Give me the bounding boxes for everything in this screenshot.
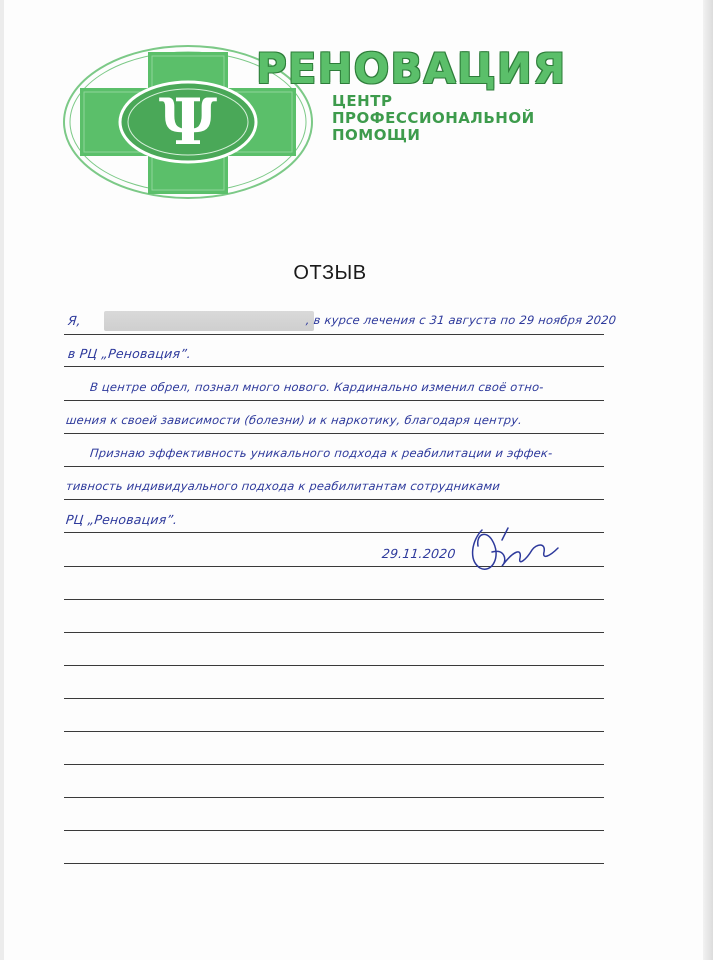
ruled-line — [64, 366, 604, 367]
ruled-line — [64, 433, 604, 434]
ruled-line — [64, 334, 604, 335]
handwriting-date: 29.11.2020 — [381, 546, 457, 561]
signature — [462, 520, 562, 580]
handwriting-line-1-end: , в курсе лечения с 31 августа по 29 ноября 2020 — [305, 313, 617, 327]
ruled-line — [64, 698, 604, 699]
handwriting-line-4: шения к своей зависимости (болезни) и к наркотику, благодаря центру. — [65, 413, 523, 427]
page-edge-right — [703, 0, 713, 960]
ruled-line — [64, 797, 604, 798]
ruled-line — [64, 830, 604, 831]
renovatsiya-logo — [60, 40, 580, 205]
page-title: ОТЗЫВ — [293, 262, 367, 284]
handwriting-line-2: в РЦ „Реновация”. — [67, 346, 192, 361]
redacted-name — [104, 311, 314, 331]
handwriting-line-7: РЦ „Реновация”. — [65, 512, 179, 527]
handwriting-line-5: Признаю эффективность уникального подхода к реабилитации и эффек- — [89, 446, 554, 460]
handwriting-line-3: В центре обрел, познал много нового. Кардинально изменил своё отно- — [89, 380, 545, 394]
ruled-line — [64, 665, 604, 666]
logo-subtitle-2: ПРОФЕССИОНАЛЬНОЙ — [332, 109, 535, 127]
handwriting-line-6: тивность индивидуального подхода к реабилитантам сотрудниками — [65, 479, 501, 493]
logo-brand-name: РЕНОВАЦИЯ — [256, 44, 567, 93]
ruled-line — [64, 731, 604, 732]
ruled-line — [64, 764, 604, 765]
ruled-line — [64, 863, 604, 864]
ruled-line — [64, 400, 604, 401]
ruled-line — [64, 499, 604, 500]
ruled-line — [64, 599, 604, 600]
ruled-line — [64, 466, 604, 467]
psi-symbol: Ψ — [158, 85, 218, 160]
logo-subtitle-3: ПОМОЩИ — [332, 126, 421, 144]
handwriting-line-1-start: Я, — [67, 313, 82, 328]
ruled-line — [64, 632, 604, 633]
logo-subtitle-1: ЦЕНТР — [332, 92, 393, 110]
page-edge-left — [0, 0, 4, 960]
